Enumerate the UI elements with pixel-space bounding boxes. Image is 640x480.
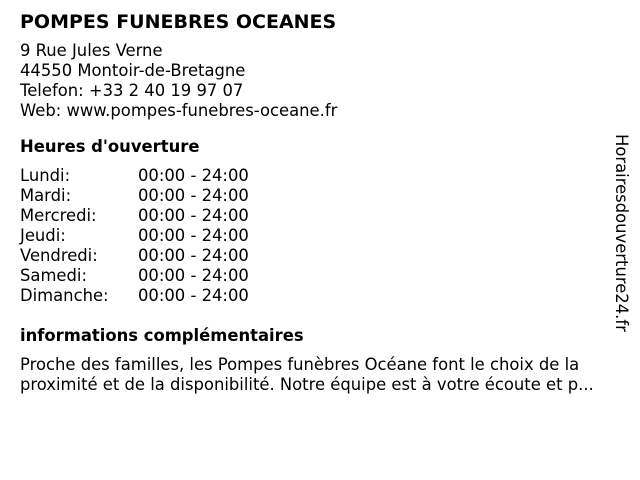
hours-row-monday (20, 166, 618, 186)
hours-time: 00:00 - 24:00 (138, 266, 249, 285)
hours-day: Mardi: (20, 186, 72, 205)
street-address: 9 Rue Jules Verne (20, 41, 163, 60)
hours-day: Mercredi: (20, 206, 97, 225)
description-line: Proche des familles, les Pompes funèbres Océane font le choix de la (20, 355, 580, 374)
site-watermark (611, 134, 633, 344)
description-line: proximité et de la disponibilité. Notre équipe est à votre écoute et p... (20, 375, 594, 394)
hours-row-thursday (20, 226, 618, 246)
watermark-text: Horairesdouverture24.fr (612, 134, 631, 332)
hours-day: Dimanche: (20, 286, 109, 305)
hours-table (20, 166, 618, 306)
hours-row-saturday (20, 266, 618, 286)
hours-time: 00:00 - 24:00 (138, 246, 249, 265)
hours-row-wednesday (20, 206, 618, 226)
business-info-panel (20, 9, 618, 395)
hours-time: 00:00 - 24:00 (138, 166, 249, 185)
hours-time: 00:00 - 24:00 (138, 286, 249, 305)
postal-city: 44550 Montoir-de-Bretagne (20, 61, 246, 80)
website: Web: www.pompes-funebres-oceane.fr (20, 101, 338, 120)
hours-time: 00:00 - 24:00 (138, 226, 249, 245)
hours-time: 00:00 - 24:00 (138, 206, 249, 225)
phone-number: Telefon: +33 2 40 19 97 07 (20, 81, 244, 100)
hours-heading: Heures d'ouverture (20, 137, 200, 156)
hours-row-friday (20, 246, 618, 266)
hours-row-sunday (20, 286, 618, 306)
hours-day: Samedi: (20, 266, 87, 285)
hours-time: 00:00 - 24:00 (138, 186, 249, 205)
hours-row-tuesday (20, 186, 618, 206)
info-heading: informations complémentaires (20, 326, 304, 345)
hours-day: Jeudi: (20, 226, 66, 245)
business-name: POMPES FUNEBRES OCEANES (20, 11, 337, 33)
hours-day: Vendredi: (20, 246, 98, 265)
hours-day: Lundi: (20, 166, 71, 185)
address-block (20, 41, 618, 121)
business-description (20, 355, 630, 395)
